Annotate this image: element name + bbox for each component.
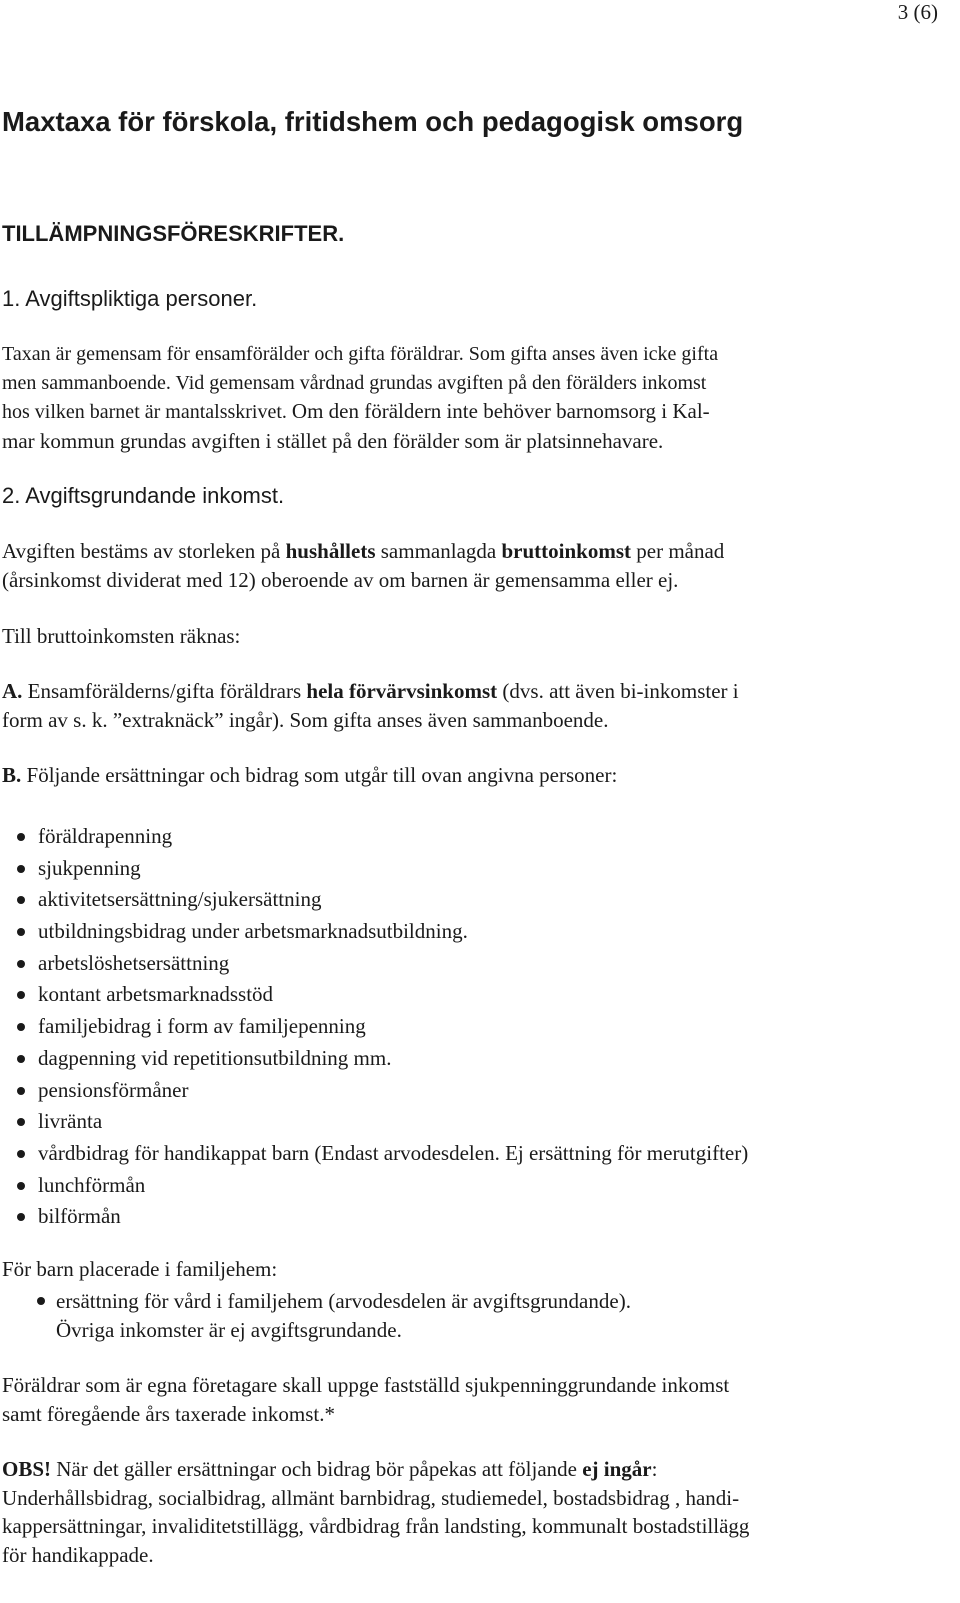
business-paragraph: [2, 1371, 729, 1428]
obs-line-3: kappersättningar, invaliditetstillägg, vårdbidrag från landsting, kommunalt bostadstillägg: [2, 1514, 750, 1538]
text-part: (dvs. att även bi-inkomster i: [497, 679, 739, 703]
list-item: bilförmån: [0, 1201, 748, 1233]
list-item: utbildningsbidrag under arbetsmarknadsutbildning.: [0, 916, 748, 948]
document-title: Maxtaxa för förskola, fritidshem och pedagogisk omsorg: [2, 106, 744, 137]
count-label: Till bruttoinkomsten räknas:: [2, 624, 241, 648]
item-a-line-2: form av s. k. ”extraknäck” ingår). Som gifta anses även sammanboende.: [2, 707, 609, 732]
item-letter: B.: [2, 763, 22, 787]
list-item: lunchförmån: [0, 1170, 748, 1202]
list-item: aktivitetsersättning/sjukersättning: [0, 884, 748, 916]
list-item: kontant arbetsmarknadsstöd: [0, 979, 748, 1011]
list-item: dagpenning vid repetitionsutbildning mm.: [0, 1043, 748, 1075]
gross-income-bold: bruttoinkomst: [501, 539, 631, 563]
document-subtitle: TILLÄMPNINGSFÖRESKRIFTER.: [2, 221, 345, 246]
list-item: livränta: [0, 1106, 748, 1138]
text-bold: hela förvärvsinkomst: [306, 679, 498, 703]
paragraph-line: Taxan är gemensam för ensamförälder och gifta föräldrar. Som gifta anses även icke gifta: [2, 343, 719, 365]
paragraph-line: men sammanboende. Vid gemensam vårdnad grundas avgiften på den förälders inkomst: [2, 371, 707, 394]
text-part: Ensamförälderns/gifta föräldrars: [22, 679, 307, 703]
obs-paragraph: [2, 1455, 749, 1569]
intro-line-1: [2, 537, 724, 566]
text-part: Avgiften bestäms av storleken på: [2, 539, 286, 563]
paragraph-line: samt föregående års taxerade inkomst.*: [2, 1401, 335, 1426]
item-a: [2, 677, 739, 734]
list-item: vårdbidrag för handikappat barn (Endast arvodesdelen. Ej ersättning för merutgifter): [0, 1138, 748, 1170]
obs-line-4: för handikappade.: [2, 1542, 154, 1567]
household-bold: hushållets: [285, 539, 376, 563]
foster-continuation: Övriga inkomster är ej avgiftsgrundande.: [56, 1317, 402, 1342]
list-item: pensionsförmåner: [0, 1075, 748, 1107]
foster-list: [0, 1287, 631, 1344]
paragraph-line: mar kommun grundas avgiften i stället på den förälder som är platsinnehavare.: [2, 428, 664, 453]
obs-line-2: Underhållsbidrag, socialbidrag, allmänt barnbidrag, studiemedel, bostadsbidrag , handi-: [2, 1485, 740, 1510]
text-bold: ej ingår: [582, 1457, 652, 1481]
text-part: När det gäller ersättningar och bidrag bör påpekas att följande: [51, 1457, 583, 1481]
line-part: hos vilken barnet är mantalsskrivet.: [2, 401, 287, 423]
line-part: Om den föräldern inte behöver barnomsorg i Kal-: [291, 399, 710, 423]
list-item: sjukpenning: [0, 853, 748, 885]
section-1-paragraph: [2, 340, 718, 455]
section-1-heading: 1. Avgiftspliktiga personer.: [2, 286, 258, 311]
text-part: Följande ersättningar och bidrag som utgår till ovan angivna personer:: [21, 763, 618, 787]
paragraph-line: [2, 397, 718, 427]
paragraph-line: Föräldrar som är egna företagare skall uppge fastställd sjukpenninggrundande inkomst: [2, 1373, 730, 1397]
text-part: :: [651, 1457, 658, 1481]
page-number: 3 (6): [897, 0, 938, 24]
item-letter: A.: [2, 679, 23, 703]
obs-line-1: [2, 1455, 749, 1484]
list-item: familjebidrag i form av familjepenning: [0, 1011, 748, 1043]
item-b: [2, 761, 617, 790]
income-bullet-list: [0, 821, 748, 1233]
list-item: arbetslöshetsersättning: [0, 948, 748, 980]
text-part: sammanlagda: [375, 539, 502, 563]
obs-label: OBS!: [2, 1457, 52, 1481]
section-2-heading: 2. Avgiftsgrundande inkomst.: [2, 483, 285, 508]
section-2-intro: [2, 537, 724, 594]
intro-line-2: (årsinkomst dividerat med 12) oberoende av om barnen är gemensamma eller ej.: [2, 567, 679, 592]
item-a-line-1: [2, 677, 739, 706]
text-part: per månad: [631, 539, 725, 563]
list-item: föräldrapenning: [0, 821, 748, 853]
list-item: ersättning för vård i familjehem (arvodesdelen är avgiftsgrundande).: [0, 1287, 631, 1316]
foster-label: För barn placerade i familjehem:: [2, 1257, 278, 1281]
